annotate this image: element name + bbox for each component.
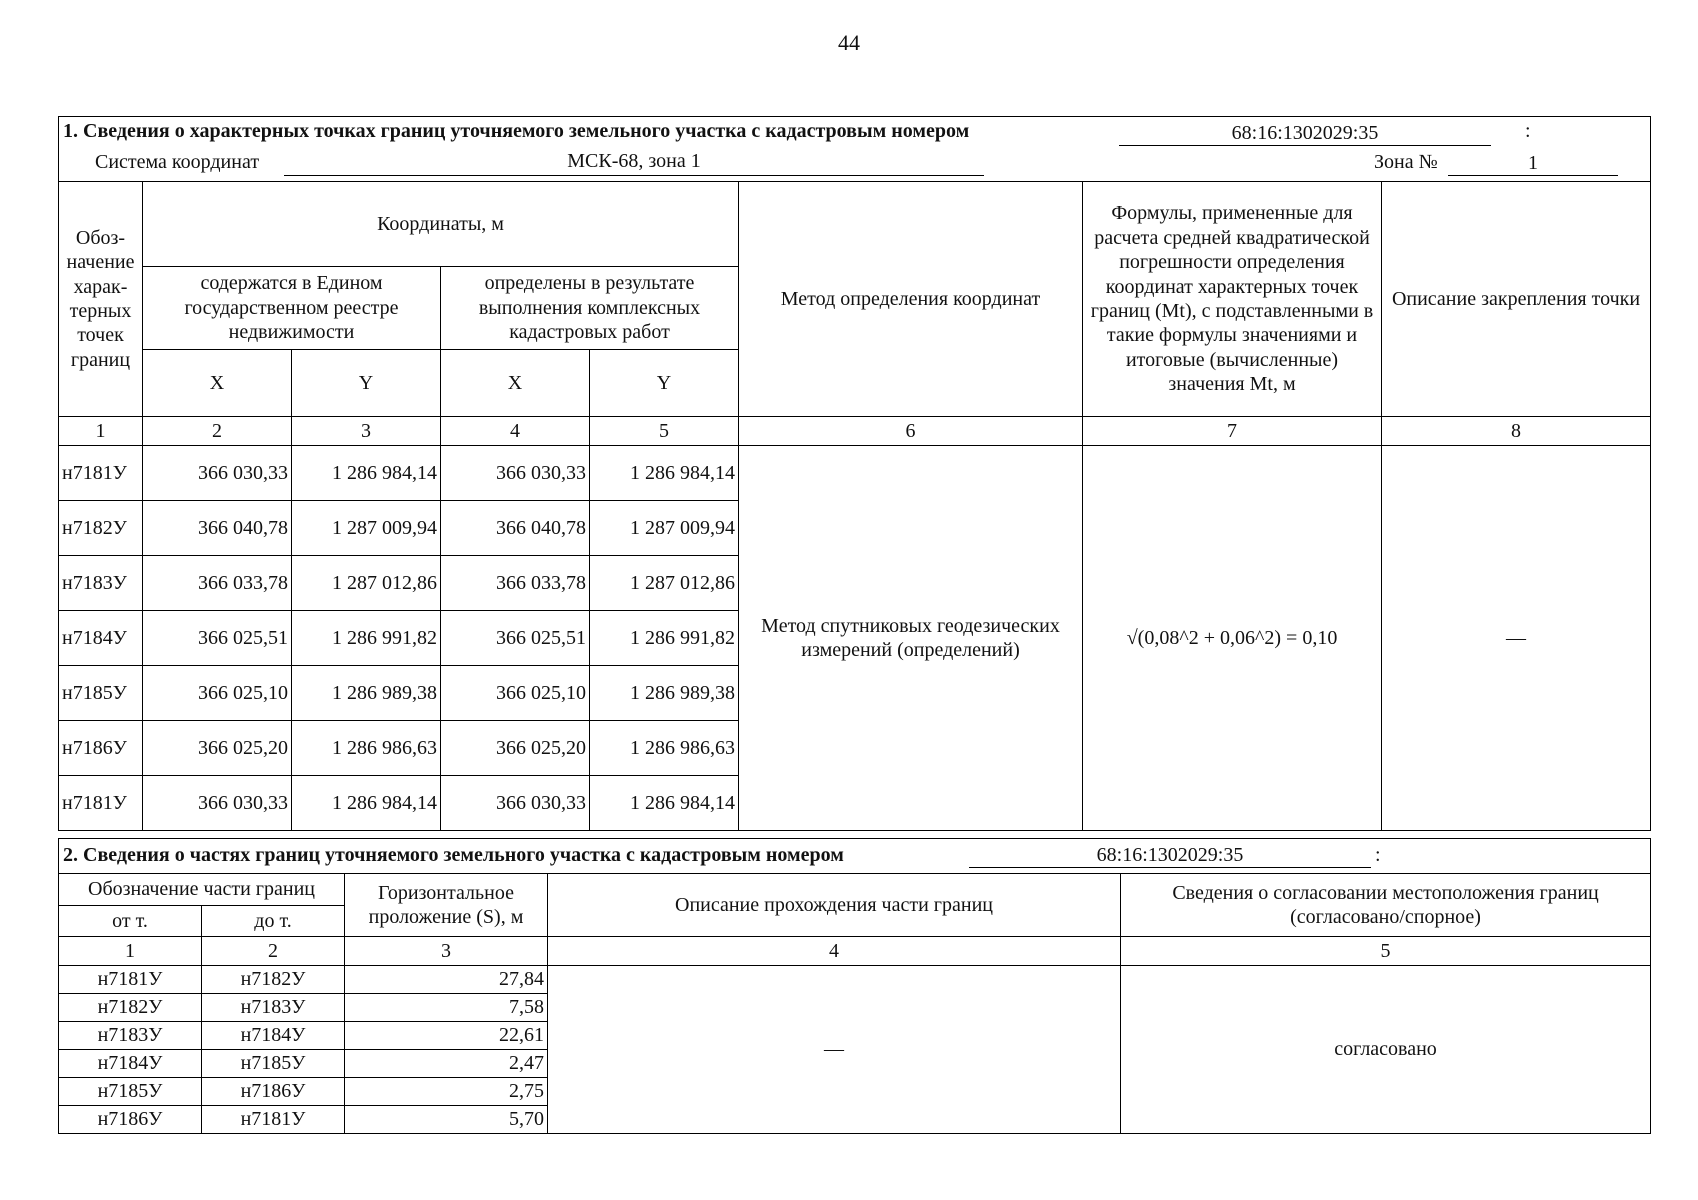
header-method: Метод определения координат <box>739 182 1083 417</box>
x-determined: 366 030,33 <box>441 776 590 831</box>
header-determined: определены в результате выполнения комплексных кадастровых работ <box>441 267 739 350</box>
x-determined: 366 025,51 <box>441 611 590 666</box>
header-part-designation: Обозначение части границ <box>59 874 345 906</box>
header-horizontal: Горизонтальное проложение (S), м <box>345 874 548 937</box>
column-number: 4 <box>548 937 1121 966</box>
x-registry: 366 040,78 <box>143 501 292 556</box>
section1-table <box>58 116 1651 831</box>
y-registry: 1 286 984,14 <box>292 446 441 501</box>
point-designation: н7181У <box>59 446 143 501</box>
zone-value: 1 <box>1448 151 1618 176</box>
horizontal-distance: 2,75 <box>345 1078 548 1106</box>
section1-title: 1. Сведения о характерных точках границ уточняемого земельного участка с кадастровым номером <box>63 120 970 142</box>
section2-table <box>58 838 1651 1134</box>
section1-cadastral-number: 68:16:1302029:35 <box>1119 121 1491 146</box>
description-value: — <box>1382 446 1651 831</box>
column-number: 7 <box>1083 417 1382 446</box>
y-determined: 1 287 009,94 <box>590 501 739 556</box>
point-designation: н7183У <box>59 556 143 611</box>
column-number: 3 <box>292 417 441 446</box>
horizontal-distance: 22,61 <box>345 1022 548 1050</box>
page-number: 44 <box>838 30 860 55</box>
point-designation: н7181У <box>59 776 143 831</box>
point-designation: н7184У <box>59 611 143 666</box>
header-designation: Обоз-начение харак-терных точек границ <box>59 182 143 417</box>
section2-title: 2. Сведения о частях границ уточняемого земельного участка с кадастровым номером <box>63 844 844 866</box>
part-to: н7182У <box>202 966 345 994</box>
y-determined: 1 286 991,82 <box>590 611 739 666</box>
y-determined: 1 287 012,86 <box>590 556 739 611</box>
passage-value: — <box>548 966 1121 1134</box>
x-registry: 366 025,10 <box>143 666 292 721</box>
y-registry: 1 287 009,94 <box>292 501 441 556</box>
part-to: н7185У <box>202 1050 345 1078</box>
column-number: 3 <box>345 937 548 966</box>
header-formulas: Формулы, примененные для расчета средней квадратической погрешности определения координат характерных точек границ (Mt), с подставленными в такие формулы значениями и итоговые (вычисленные) значения Mt, м <box>1083 182 1382 417</box>
column-number: 2 <box>202 937 345 966</box>
table-row <box>59 446 1651 501</box>
column-number: 2 <box>143 417 292 446</box>
header-from: от т. <box>59 906 202 937</box>
x-determined: 366 025,10 <box>441 666 590 721</box>
zone-label: Зона № <box>1374 151 1438 173</box>
y-registry: 1 286 986,63 <box>292 721 441 776</box>
table-row <box>59 966 1651 994</box>
section2-header <box>59 839 1651 874</box>
part-to: н7186У <box>202 1078 345 1106</box>
section1-header <box>59 117 1651 182</box>
horizontal-distance: 27,84 <box>345 966 548 994</box>
header-y-registry: Y <box>292 350 441 417</box>
part-from: н7182У <box>59 994 202 1022</box>
y-determined: 1 286 984,14 <box>590 776 739 831</box>
part-from: н7181У <box>59 966 202 994</box>
y-registry: 1 286 984,14 <box>292 776 441 831</box>
header-x-determined: X <box>441 350 590 417</box>
section1-colon: : <box>1525 120 1531 142</box>
section2-cadastral-number: 68:16:1302029:35 <box>969 843 1371 868</box>
header-y-determined: Y <box>590 350 739 417</box>
header-passage: Описание прохождения части границ <box>548 874 1121 937</box>
part-to: н7184У <box>202 1022 345 1050</box>
y-registry: 1 287 012,86 <box>292 556 441 611</box>
header-description: Описание закрепления точки <box>1382 182 1651 417</box>
part-to: н7181У <box>202 1106 345 1134</box>
horizontal-distance: 7,58 <box>345 994 548 1022</box>
column-number: 1 <box>59 937 202 966</box>
y-determined: 1 286 986,63 <box>590 721 739 776</box>
header-coordinates: Координаты, м <box>143 182 739 267</box>
y-determined: 1 286 984,14 <box>590 446 739 501</box>
x-determined: 366 025,20 <box>441 721 590 776</box>
formula-value: √(0,08^2 + 0,06^2) = 0,10 <box>1083 446 1382 831</box>
column-number: 1 <box>59 417 143 446</box>
part-from: н7186У <box>59 1106 202 1134</box>
x-registry: 366 033,78 <box>143 556 292 611</box>
part-from: н7184У <box>59 1050 202 1078</box>
header-x-registry: X <box>143 350 292 417</box>
x-registry: 366 030,33 <box>143 776 292 831</box>
coord-system-label: Система координат <box>95 151 260 173</box>
header-in-registry: содержатся в Едином государственном реестре недвижимости <box>143 267 441 350</box>
y-registry: 1 286 991,82 <box>292 611 441 666</box>
y-registry: 1 286 989,38 <box>292 666 441 721</box>
column-number: 5 <box>590 417 739 446</box>
agreement-value: согласовано <box>1121 966 1651 1134</box>
header-agreement: Сведения о согласовании местоположения границ (согласовано/спорное) <box>1121 874 1651 937</box>
column-number: 4 <box>441 417 590 446</box>
header-to: до т. <box>202 906 345 937</box>
x-registry: 366 030,33 <box>143 446 292 501</box>
horizontal-distance: 2,47 <box>345 1050 548 1078</box>
horizontal-distance: 5,70 <box>345 1106 548 1134</box>
y-determined: 1 286 989,38 <box>590 666 739 721</box>
column-number: 8 <box>1382 417 1651 446</box>
column-number: 5 <box>1121 937 1651 966</box>
part-from: н7185У <box>59 1078 202 1106</box>
part-from: н7183У <box>59 1022 202 1050</box>
point-designation: н7182У <box>59 501 143 556</box>
column-number: 6 <box>739 417 1083 446</box>
x-registry: 366 025,51 <box>143 611 292 666</box>
x-determined: 366 030,33 <box>441 446 590 501</box>
method-value: Метод спутниковых геодезических измерений (определений) <box>739 446 1083 831</box>
point-designation: н7186У <box>59 721 143 776</box>
x-determined: 366 033,78 <box>441 556 590 611</box>
point-designation: н7185У <box>59 666 143 721</box>
x-registry: 366 025,20 <box>143 721 292 776</box>
section2-colon: : <box>1375 844 1381 866</box>
part-to: н7183У <box>202 994 345 1022</box>
coord-system-value: МСК-68, зона 1 <box>284 149 984 176</box>
x-determined: 366 040,78 <box>441 501 590 556</box>
